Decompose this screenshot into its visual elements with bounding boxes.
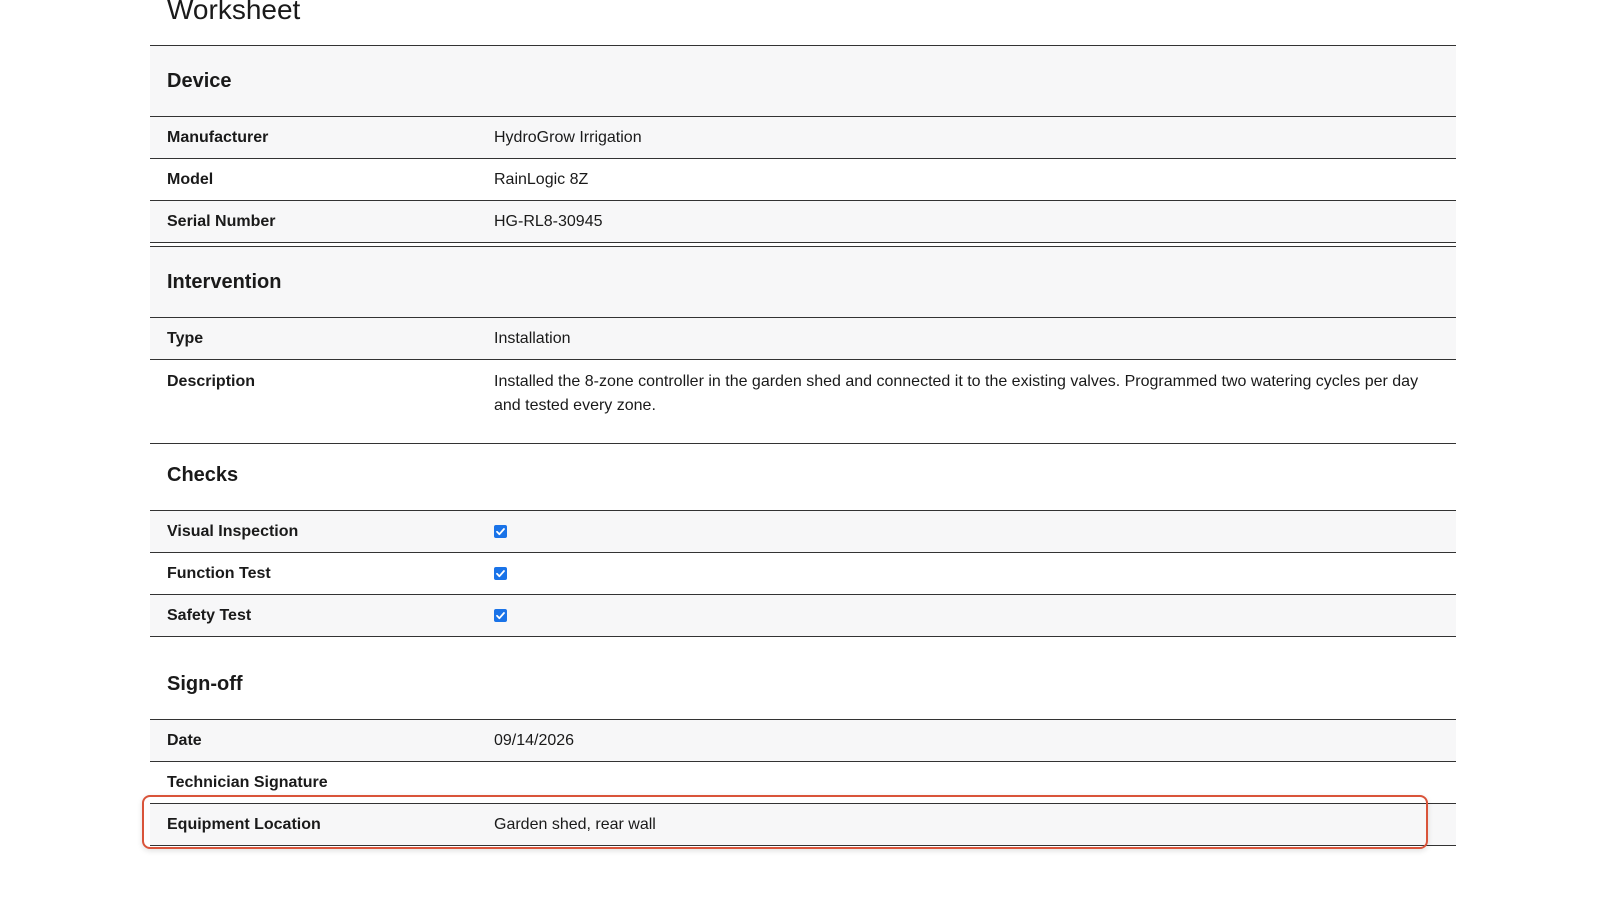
description-value: Installed the 8-zone controller in the garden shed and connected it to the existing valves. Programmed two watering cycles per day and tested every zone. bbox=[477, 360, 1456, 444]
model-label: Model bbox=[150, 159, 477, 201]
table-row-safety-test bbox=[150, 595, 1456, 637]
table-row-equipment-location bbox=[150, 804, 1456, 846]
page-title: Worksheet bbox=[167, 0, 301, 25]
technician-signature-value bbox=[477, 762, 1456, 804]
serial-value: HG-RL8-30945 bbox=[477, 201, 1456, 243]
section-heading-intervention: Intervention bbox=[150, 247, 1456, 318]
section-device-header bbox=[150, 46, 1456, 117]
section-intervention-header bbox=[150, 247, 1456, 318]
safety-test-label: Safety Test bbox=[150, 595, 477, 637]
function-test-cell bbox=[477, 553, 1456, 595]
section-checks-header bbox=[150, 440, 1456, 511]
table-row-date bbox=[150, 720, 1456, 762]
date-label: Date bbox=[150, 720, 477, 762]
type-value: Installation bbox=[477, 318, 1456, 360]
manufacturer-label: Manufacturer bbox=[150, 117, 477, 159]
technician-signature-label: Technician Signature bbox=[150, 762, 477, 804]
worksheet-table bbox=[150, 45, 1456, 243]
serial-label: Serial Number bbox=[150, 201, 477, 243]
table-row-type bbox=[150, 318, 1456, 360]
intervention-table bbox=[150, 246, 1456, 444]
table-row-manufacturer bbox=[150, 117, 1456, 159]
function-test-checkbox[interactable] bbox=[494, 567, 507, 580]
visual-inspection-cell bbox=[477, 511, 1456, 553]
equipment-location-label: Equipment Location bbox=[150, 804, 477, 846]
checkmark-icon bbox=[494, 567, 507, 580]
section-signoff-header bbox=[150, 649, 1456, 720]
function-test-label: Function Test bbox=[150, 553, 477, 595]
checks-table bbox=[150, 440, 1456, 637]
signoff-table bbox=[150, 649, 1456, 846]
table-row-technician-signature bbox=[150, 762, 1456, 804]
description-label: Description bbox=[150, 360, 477, 444]
date-value: 09/14/2026 bbox=[477, 720, 1456, 762]
model-value: RainLogic 8Z bbox=[477, 159, 1456, 201]
safety-test-checkbox[interactable] bbox=[494, 609, 507, 622]
table-row-function-test bbox=[150, 553, 1456, 595]
table-row-model bbox=[150, 159, 1456, 201]
type-label: Type bbox=[150, 318, 477, 360]
table-row-visual-inspection bbox=[150, 511, 1456, 553]
table-row-description bbox=[150, 360, 1456, 444]
section-heading-device: Device bbox=[150, 46, 1456, 117]
equipment-location-value: Garden shed, rear wall bbox=[477, 804, 1456, 846]
safety-test-cell bbox=[477, 595, 1456, 637]
section-heading-checks: Checks bbox=[150, 440, 1456, 511]
table-row-serial bbox=[150, 201, 1456, 243]
checkmark-icon bbox=[494, 525, 507, 538]
checkmark-icon bbox=[494, 609, 507, 622]
manufacturer-value: HydroGrow Irrigation bbox=[477, 117, 1456, 159]
visual-inspection-label: Visual Inspection bbox=[150, 511, 477, 553]
visual-inspection-checkbox[interactable] bbox=[494, 525, 507, 538]
section-heading-signoff: Sign-off bbox=[150, 649, 1456, 720]
